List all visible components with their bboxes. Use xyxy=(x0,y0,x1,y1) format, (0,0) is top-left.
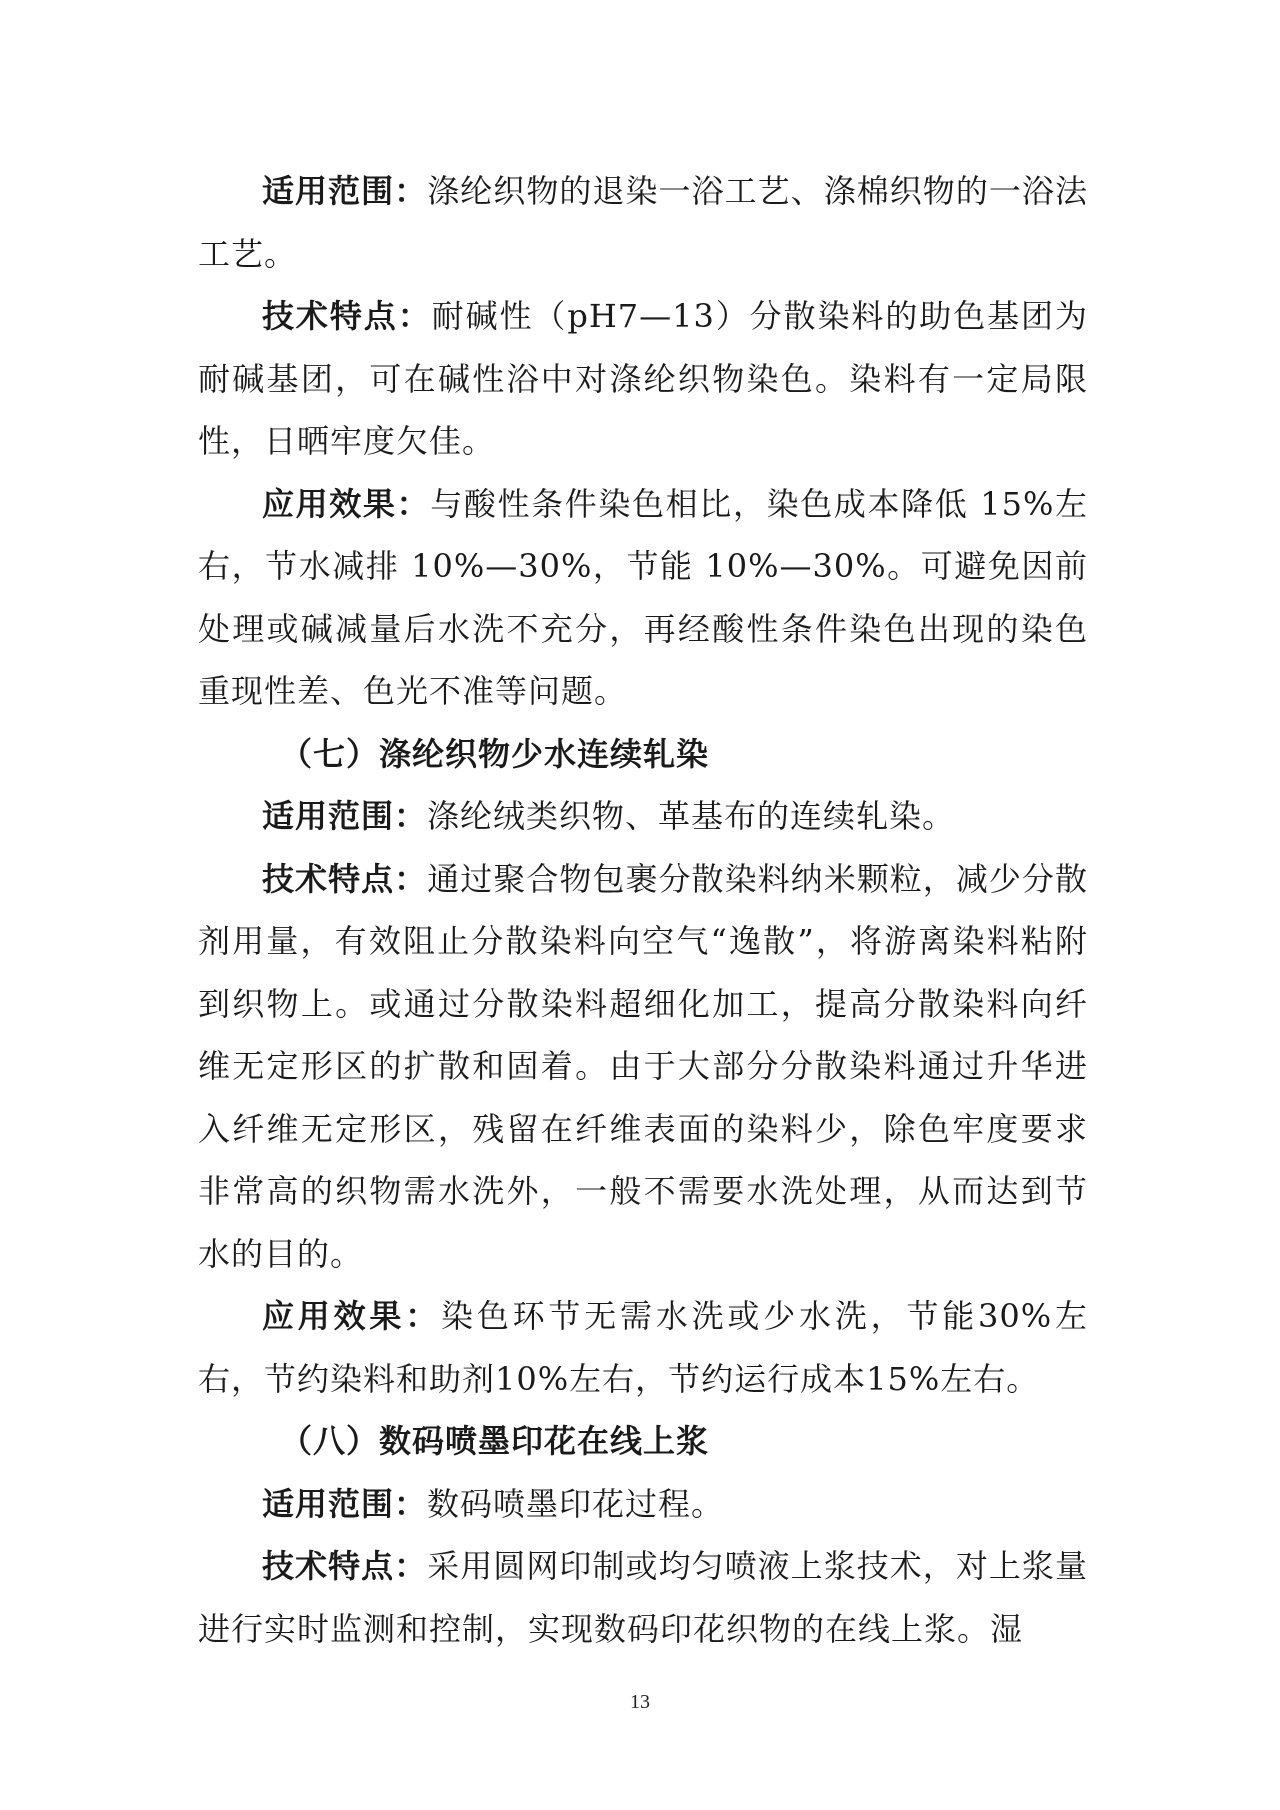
page-number: 13 xyxy=(630,1691,650,1713)
scope-paragraph-3 xyxy=(198,1473,1088,1536)
feature-paragraph-2 xyxy=(198,848,1088,1286)
effect-paragraph-1 xyxy=(198,473,1088,723)
effect-text: 染色环节无需水洗或少水洗，节能30%左右，节约染料和助剂10%左右，节约运行成本15%左右。 xyxy=(198,1297,1088,1398)
feature-text: 采用圆网印制或均匀喷液上浆技术，对上浆量进行实时监测和控制，实现数码印花织物的在线上浆。湿 xyxy=(198,1547,1088,1648)
feature-text: 耐碱性（pH7—13）分散染料的助色基团为耐碱基团，可在碱性浴中对涤纶织物染色。染料有一定局限性，日晒牢度欠佳。 xyxy=(198,297,1088,460)
effect-label: 应用效果： xyxy=(262,1297,442,1335)
feature-text: 通过聚合物包裹分散染料纳米颗粒，减少分散剂用量，有效阻止分散染料向空气“逸散”，将游离染料粘附到织物上。或通过分散染料超细化加工，提高分散染料向纤维无定形区的扩散和固着。由于大部分分散染料通过升华进入纤维无定形区，残留在纤维表面的染料少，除色牢度要求非常高的织物需水洗外，一般不需要水洗处理，从而达到节水的目的。 xyxy=(198,859,1088,1273)
feature-label: 技术特点： xyxy=(262,297,432,335)
effect-paragraph-2 xyxy=(198,1285,1088,1410)
scope-paragraph-1 xyxy=(198,160,1088,285)
feature-label: 技术特点： xyxy=(262,859,428,898)
scope-label: 适用范围： xyxy=(262,172,428,210)
scope-text: 涤纶绒类织物、革基布的连续轧染。 xyxy=(427,797,956,835)
section-heading-7: （七）涤纶织物少水连续轧染 xyxy=(280,734,710,773)
section-heading-8: （八）数码喷墨印花在线上浆 xyxy=(280,1422,710,1460)
feature-paragraph-1 xyxy=(198,285,1088,473)
feature-label: 技术特点： xyxy=(262,1547,428,1585)
scope-label: 适用范围： xyxy=(262,1484,428,1523)
effect-label: 应用效果： xyxy=(262,484,431,523)
scope-label: 适用范围： xyxy=(262,797,428,835)
scope-text: 涤纶织物的退染一浴工艺、涤棉织物的一浴法工艺。 xyxy=(198,172,1088,273)
feature-paragraph-3 xyxy=(198,1535,1088,1660)
scope-text: 数码喷墨印花过程。 xyxy=(427,1484,725,1523)
scope-paragraph-2 xyxy=(198,785,1088,848)
effect-text: 与酸性条件染色相比，染色成本降低 15%左右，节水减排 10%—30%，节能 10%—30%。可避免因前处理或碱减量后水洗不充分，再经酸性条件染色出现的染色重现性差、色光不准等问题。 xyxy=(198,484,1088,710)
document-body xyxy=(198,160,1088,1660)
